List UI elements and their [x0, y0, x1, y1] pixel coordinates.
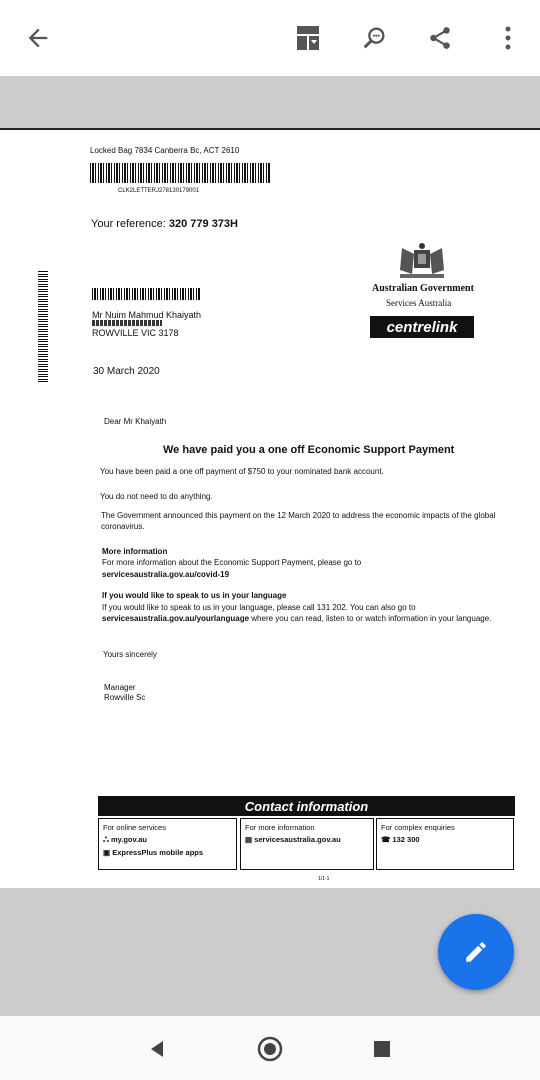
coat-of-arms-logo [396, 240, 448, 280]
salutation: Dear Mr Khaiyath [104, 417, 167, 426]
contact-title: Contact information [98, 796, 515, 816]
signer-office: Rowville Sc [104, 693, 146, 702]
document-page[interactable] [0, 128, 540, 888]
online-site-line [103, 835, 232, 845]
gov-sub: Services Australia [386, 298, 452, 308]
postal-barcode [92, 288, 200, 300]
side-barcode [38, 270, 48, 382]
recipient-name: Mr Nuim Mahmud Khaiyath [92, 310, 202, 320]
online-apps-line [103, 848, 232, 857]
para-3: The Government announced this payment on the 12 March 2020 to address the economic impacts of the global coronavirus. [101, 511, 496, 531]
back-arrow-icon[interactable] [20, 20, 56, 56]
online-label: For online services [103, 823, 166, 832]
complex-phone: 132 300 [392, 835, 420, 844]
online-services-box [98, 818, 237, 870]
letter-heading: We have paid you a one off Economic Support Payment [163, 444, 455, 456]
complex-label: For complex enquiries [381, 823, 455, 832]
letter-date: 30 March 2020 [93, 366, 160, 377]
more-info-link[interactable]: servicesaustralia.gov.au/covid-19 [102, 570, 230, 579]
more-vert-icon[interactable] [490, 20, 526, 56]
reference-number: 320 779 373H [168, 218, 238, 230]
reference-label: Your reference: [91, 218, 166, 230]
nav-home-icon[interactable] [255, 1034, 285, 1064]
complex-phone-line [381, 835, 509, 844]
language-link[interactable]: servicesaustralia.gov.au/yourlanguage [102, 614, 250, 623]
reference-line [91, 218, 238, 230]
centrelink-logo: centrelink [370, 316, 474, 338]
page-layout-icon[interactable] [290, 20, 326, 56]
more-site-line [245, 835, 369, 844]
app-toolbar [0, 0, 540, 76]
mygov-icon: ஃ [103, 835, 109, 844]
phone-app-icon: ▣ [103, 848, 111, 857]
para-2: You do not need to do anything. [100, 492, 213, 501]
redacted-address-line [92, 320, 162, 326]
online-site[interactable]: my.gov.au [110, 835, 147, 844]
monitor-icon: ▤ [245, 835, 253, 844]
system-nav-bar [0, 1016, 540, 1080]
barcode-code: CLK2LETTERJ278130179001 [118, 188, 200, 194]
search-icon[interactable] [356, 20, 392, 56]
telephone-icon: ☎ [381, 835, 391, 844]
page-marker: 1/1-1 [318, 876, 330, 882]
nav-recents-icon[interactable] [367, 1034, 397, 1064]
edit-fab[interactable] [438, 914, 514, 990]
recipient-suburb: ROWVILLE VIC 3178 [92, 328, 179, 338]
more-label: For more information [245, 823, 315, 832]
language-text-2: where you can read, listen to or watch information in your language. [251, 614, 492, 623]
online-apps: ExpressPlus mobile apps [112, 848, 204, 857]
language-line-2 [102, 614, 512, 623]
address-barcode [90, 163, 270, 183]
nav-back-icon[interactable] [142, 1034, 172, 1064]
signoff: Yours sincerely [103, 650, 157, 659]
share-icon[interactable] [422, 20, 458, 56]
language-heading: If you would like to speak to us in your language [102, 591, 287, 600]
language-text-1: If you would like to speak to us in your language, please call 131 202. You can also go to [102, 603, 416, 612]
edit-pencil-icon [463, 939, 489, 965]
para-1: You have been paid a one off payment of $750 to your nominated bank account. [100, 467, 384, 476]
complex-enquiries-box [376, 818, 514, 870]
more-information-box [240, 818, 374, 870]
signer-title: Manager [104, 683, 136, 692]
more-info-heading: More information [102, 547, 168, 556]
gov-name: Australian Government [372, 283, 474, 294]
more-site[interactable]: servicesaustralia.gov.au [254, 835, 341, 844]
more-info-text: For more information about the Economic Support Payment, please go to [102, 558, 362, 567]
return-address: Locked Bag 7834 Canberra Bc, ACT 2610 [90, 146, 240, 155]
